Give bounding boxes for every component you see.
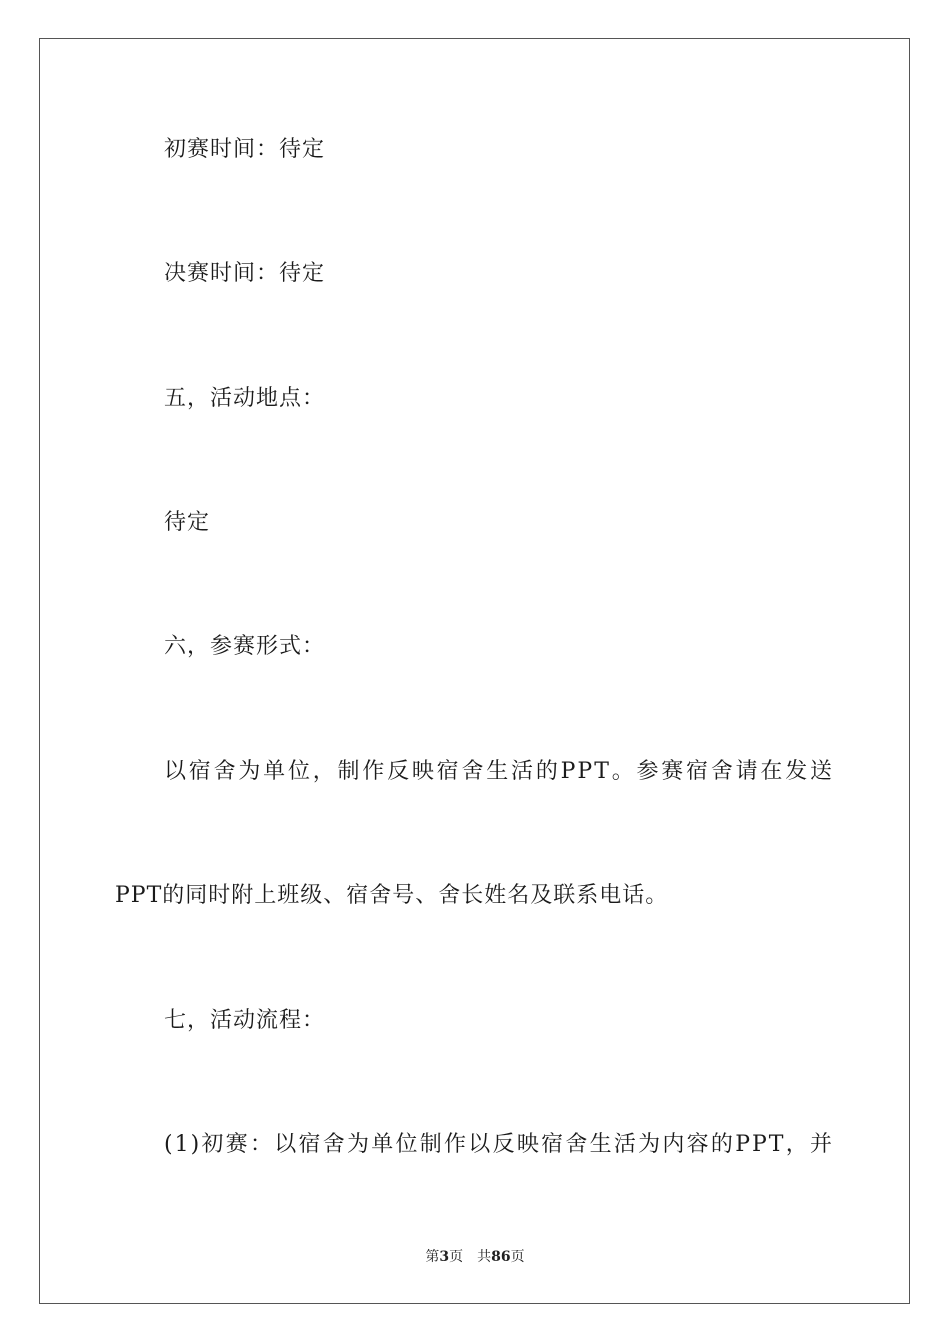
footer-total-prefix: 共: [477, 1249, 492, 1265]
first-round-time: 初赛时间：待定: [164, 137, 326, 162]
participation-paragraph-line-2: PPT的同时附上班级、宿舍号、舍长姓名及联系电话。: [115, 883, 669, 908]
footer-page-suffix: 页: [449, 1249, 464, 1265]
venue-text: 待定: [164, 510, 211, 535]
footer-page-prefix: 第: [425, 1249, 440, 1265]
process-paragraph-line-1: (1)初赛：以宿舍为单位制作以反映宿舍生活为内容的PPT，并: [164, 1132, 834, 1157]
section-5-heading: 五，活动地点：: [164, 386, 326, 411]
footer-total-pages: 86: [491, 1249, 511, 1265]
section-6-heading: 六，参赛形式：: [164, 634, 326, 659]
page-border: [39, 38, 910, 1304]
page-footer: [0, 1248, 950, 1266]
final-round-time: 决赛时间：待定: [164, 261, 326, 286]
section-7-heading: 七，活动流程：: [164, 1008, 326, 1033]
footer-page-number: 3: [439, 1249, 450, 1265]
participation-paragraph-line-1: 以宿舍为单位，制作反映宿舍生活的PPT。参赛宿舍请在发送: [164, 759, 834, 784]
footer-total-suffix: 页: [510, 1249, 525, 1265]
